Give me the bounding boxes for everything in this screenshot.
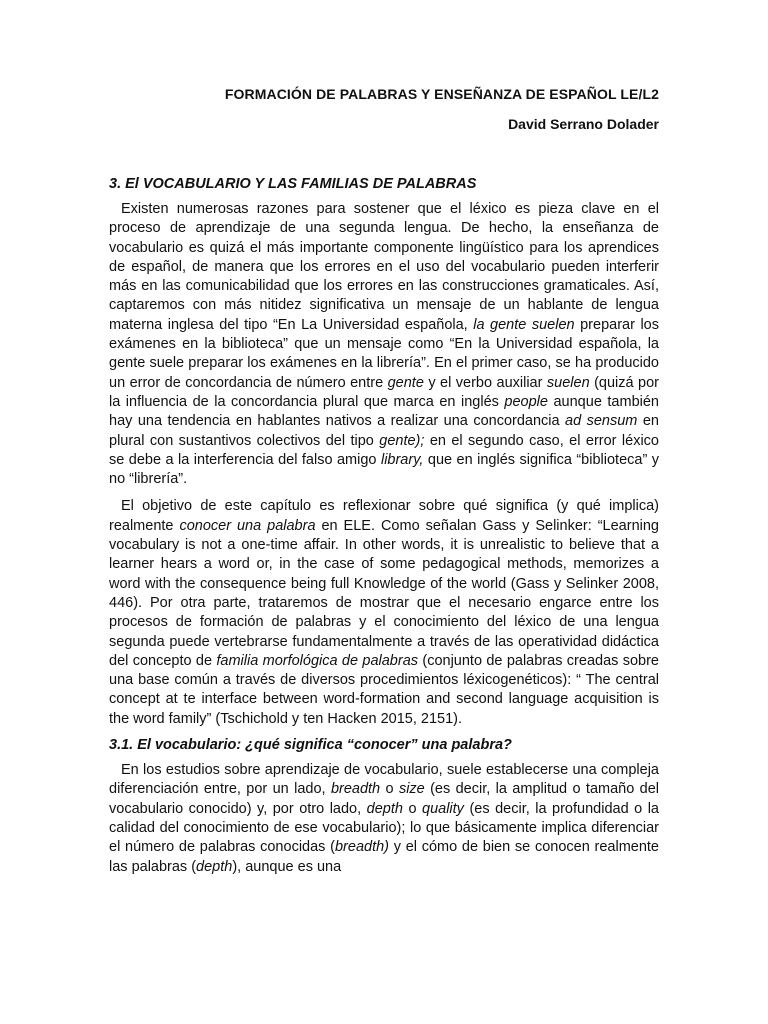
paragraph-1: Existen numerosas razones para sostener que el léxico es pieza clave en el proceso de aprendizaje de una segunda lengua. De hecho, la enseñanza de vocabulario es quizá el más importante componente lingüístico para los aprendices de español, de manera que los errores en el uso del vocabulario pueden interferir más en las comunicabilidad que los errores en las construcciones gramaticales. Así, captaremos con más nitidez significativa un mensaje de un hablante de lengua materna inglesa del tipo “En La Universidad española, la gente suelen preparar los exámenes en la biblioteca” que un mensaje como “En la Universidad española, la gente suele preparar los exámenes en la librería”. En el primer caso, se ha producido un error de concordancia de número entre gente y el verbo auxiliar suelen (quizá por la influencia de la concordancia plural que marca en inglés people aunque también hay una tendencia en hablantes nativos a realizar una concordancia ad sensum en plural con sustantivos colectivos del tipo gente); en el segundo caso, el error léxico se debe a la interferencia del falso amigo library, que en inglés significa “biblioteca” y no “librería”. xyxy=(109,201,659,488)
paragraph-2: El objetivo de este capítulo es reflexionar sobre qué significa (y qué implica) realmente conocer una palabra en ELE. Como señalan Gass y Selinker: “Learning vocabulary is not a one-time affair. In other words, it is unrealistic to believe that a learner hears a word or, in the case of some pedagogical methods, memorizes a word with the consequence being full Knowledge of the world (Gass y Selinker 2008, 446). Por otra parte, trataremos de mostrar que el necesario engarce entre los procesos de formación de palabras y el conocimiento del léxico de una lengua segunda puede vertebrarse fundamentalmente a través de las operatividad didáctica del concepto de familia morfológica de palabras (conjunto de palabras creadas sobre una base común a través de diversos procedimientos léxicogenéticos): “ The central concept at te interface between word-formation and second language acquisition is the word family” (Tschichold y ten Hacken 2015, 2151). xyxy=(109,498,659,727)
section-heading: 3. El VOCABULARIO Y LAS FAMILIAS DE PALABRAS xyxy=(109,176,477,192)
author-name: David Serrano Dolader xyxy=(508,116,659,132)
body-text xyxy=(109,176,659,885)
paragraph-3: En los estudios sobre aprendizaje de vocabulario, suele establecerse una compleja diferenciación entre, por un lado, breadth o size (es decir, la amplitud o tamaño del vocabulario conocido) y, por otro lado, depth o quality (es decir, la profundidad o la calidad del conocimiento de ese vocabulario); lo que básicamente implica diferenciar el número de palabras conocidas (breadth) y el cómo de bien se conocen realmente las palabras (depth), aunque es una xyxy=(109,762,659,875)
running-title: FORMACIÓN DE PALABRAS Y ENSEÑANZA DE ESPAÑOL LE/L2 xyxy=(224,86,659,102)
subsection-heading: 3.1. El vocabulario: ¿qué significa “conocer” una palabra? xyxy=(109,737,512,754)
